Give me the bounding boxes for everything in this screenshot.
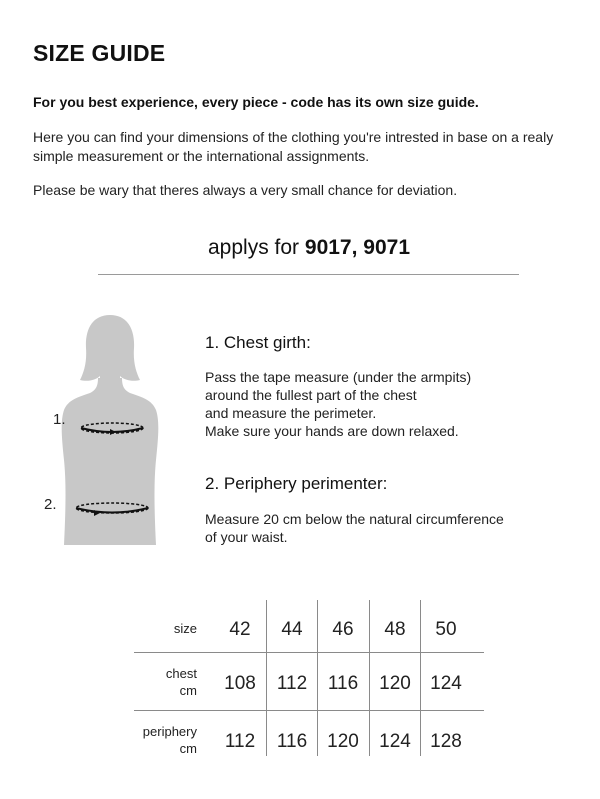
periphery-title: 2. Periphery perimenter: xyxy=(205,474,388,493)
intro-paragraph: Here you can find your dimensions of the clothing you're intrested in base on a realy simple measurement or the international assignments. xyxy=(33,129,554,164)
instruction-line: Make sure your hands are down relaxed. xyxy=(205,423,459,439)
table-cell: 108 xyxy=(224,673,256,694)
table-cell: 44 xyxy=(281,619,303,640)
table-cell: 46 xyxy=(332,619,354,640)
applies-prefix: applys for xyxy=(208,236,305,259)
chest-girth-title: 1. Chest girth: xyxy=(205,333,311,352)
table-cell: 128 xyxy=(430,731,462,752)
row-label-line: cm xyxy=(179,741,197,756)
instruction-line: and measure the perimeter. xyxy=(205,405,377,421)
body-silhouette-figure xyxy=(40,310,180,550)
row-label-periphery xyxy=(143,723,197,757)
row-label-line: size xyxy=(173,621,197,636)
page-title: SIZE GUIDE xyxy=(33,40,166,66)
instruction-line: of your waist. xyxy=(205,529,288,545)
instruction-line: Pass the tape measure (under the armpits) xyxy=(205,369,472,385)
row-label-line: cm xyxy=(179,683,197,698)
applies-codes: 9017, 9071 xyxy=(304,236,410,259)
row-label-chest xyxy=(166,665,197,699)
table-cell: 120 xyxy=(327,731,359,752)
instruction-line: Measure 20 cm below the natural circumference xyxy=(205,511,504,527)
row-label-line: periphery xyxy=(142,724,197,739)
divider xyxy=(98,274,519,275)
row-label-line: chest xyxy=(165,666,197,681)
table-row-divider xyxy=(134,710,484,711)
table-cell: 124 xyxy=(430,673,462,694)
table-cell: 112 xyxy=(224,731,256,752)
deviation-note: Please be wary that theres always a very small chance for deviation. xyxy=(33,182,458,198)
table-cell: 112 xyxy=(276,673,308,694)
table-cell: 124 xyxy=(379,731,411,752)
table-cell: 48 xyxy=(384,619,406,640)
table-cell: 50 xyxy=(435,619,457,640)
applies-heading xyxy=(0,236,600,260)
row-label-size xyxy=(174,620,197,637)
marker-chest: 1. xyxy=(53,411,66,428)
table-cell: 42 xyxy=(229,619,251,640)
instruction-line: around the fullest part of the chest xyxy=(205,387,417,403)
chest-girth-instructions xyxy=(205,368,575,440)
lead-text: For you best experience, every piece - code has its own size guide. xyxy=(33,94,479,110)
table-cell: 116 xyxy=(276,731,308,752)
table-row-divider xyxy=(134,652,484,653)
table-cell: 120 xyxy=(379,673,411,694)
table-cell: 116 xyxy=(327,673,359,694)
marker-periphery: 2. xyxy=(44,496,57,513)
periphery-instructions xyxy=(205,510,575,546)
